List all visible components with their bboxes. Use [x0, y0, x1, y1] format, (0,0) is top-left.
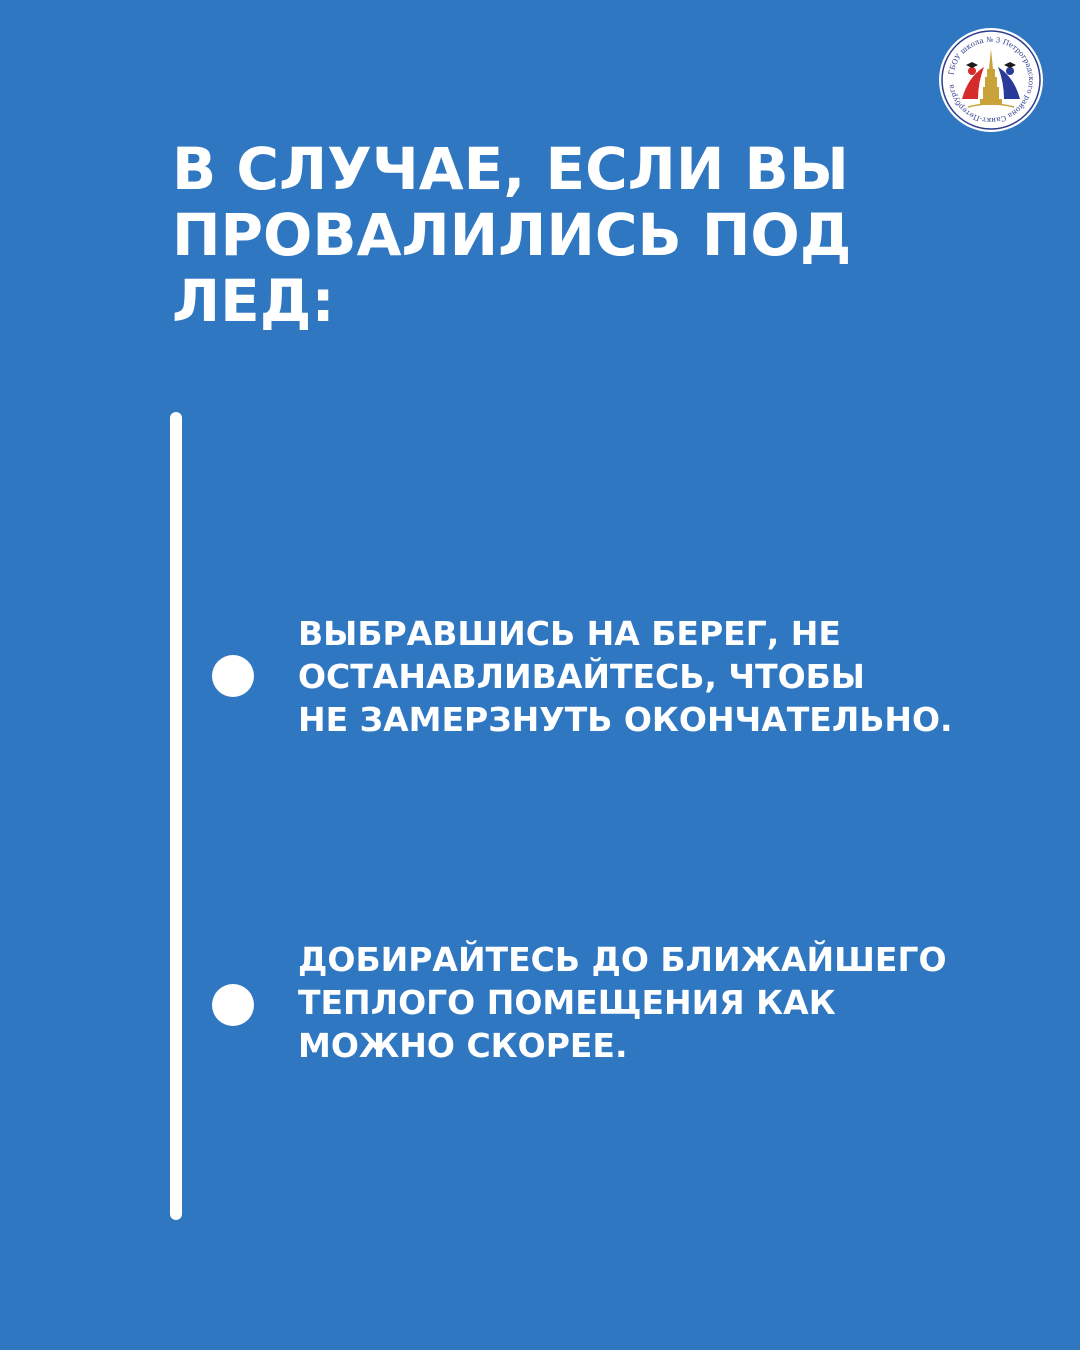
bullet-dot-icon [212, 984, 254, 1026]
list-item-text [298, 938, 1018, 1067]
list-item [212, 938, 1032, 1068]
list-item-line: ВЫБРАВШИСЬ НА БЕРЕГ, НЕ [298, 614, 841, 653]
school-logo [938, 27, 1044, 133]
page-title [172, 136, 932, 334]
bullet-dot-icon [212, 655, 254, 697]
title-line: ПРОВАЛИЛИСЬ ПОД [172, 201, 852, 269]
logo-ring-text: ГБОУ школа № 3 Петроградского района Санкт-Петербурга [946, 34, 1037, 126]
list-item-line: МОЖНО СКОРЕЕ. [298, 1026, 628, 1065]
list-item-line: ОСТАНАВЛИВАЙТЕСЬ, ЧТОБЫ [298, 657, 865, 696]
list-item-line: ДОБИРАЙТЕСЬ ДО БЛИЖАЙШЕГО [298, 940, 947, 979]
list-item [212, 612, 1032, 742]
list-item-line: НЕ ЗАМЕРЗНУТЬ ОКОНЧАТЕЛЬНО. [298, 700, 953, 739]
school-emblem-icon [938, 27, 1044, 133]
list-item-line: ТЕПЛОГО ПОМЕЩЕНИЯ КАК [298, 983, 836, 1022]
title-line: В СЛУЧАЕ, ЕСЛИ ВЫ [172, 135, 849, 203]
list-item-text [298, 612, 1018, 741]
timeline-vertical-line [170, 412, 182, 1220]
title-line: ЛЕД: [172, 267, 335, 335]
